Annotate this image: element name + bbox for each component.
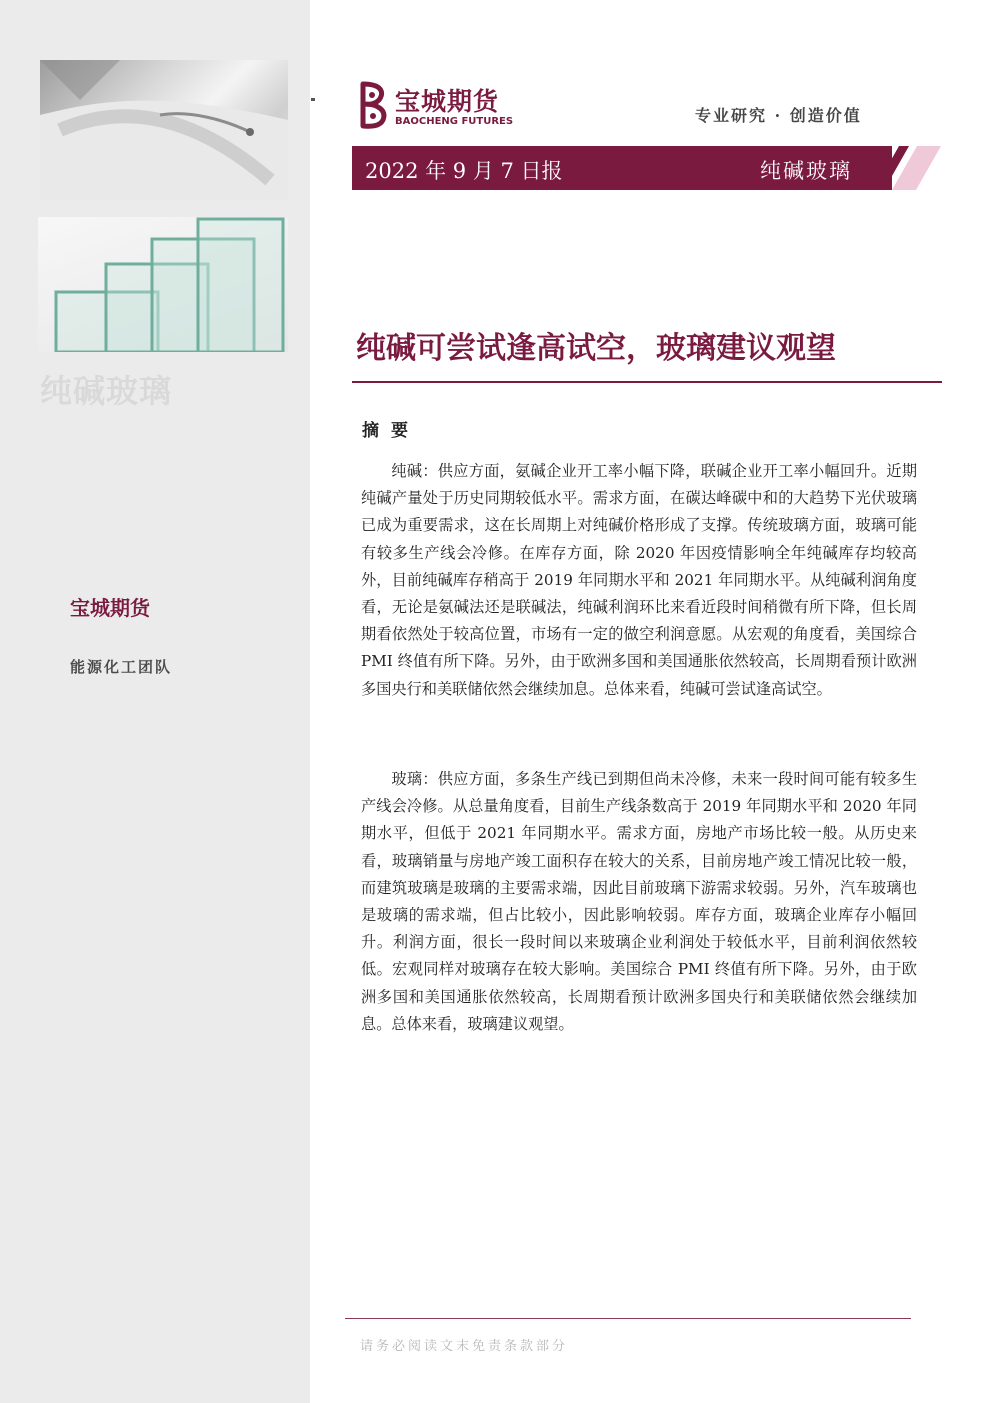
- company-logo: [357, 80, 527, 132]
- slogan: 专业研究 · 创造价值: [695, 106, 862, 125]
- cover-photo-glass-panes: [38, 217, 288, 352]
- sidebar-company: 宝城期货: [70, 596, 150, 620]
- abstract-paragraph-glass: 玻璃：供应方面，多条生产线已到期但尚未冷修，未来一段时间可能有较多生产线会冷修。从总量角度看，目前生产线条数高于 2019 年同期水平和 2020 年同期水平，但低于 2021 年同期水平。需求方面，房地产市场比较一般。从历史来看，玻璃销量与房地产竣工面积存在较大的关系，目前房地产竣工情况比较一般，而建筑玻璃是玻璃的主要需求端，因此目前玻璃下游需求较弱。另外，汽车玻璃也是玻璃的需求端，但占比较小，因此影响较弱。库存方面，玻璃企业库存小幅回升。利润方面，很长一段时间以来玻璃企业利润处于较低水平，目前利润依然较低。宏观同样对玻璃存在较大影响。美国综合 PMI 终值有所下降。另外，由于欧洲多国和美国通胀依然较高，长周期看预计欧洲多国央行和美联储依然会继续加息。总体来看，玻璃建议观望。: [361, 770, 917, 1033]
- baocheng-b-logo-icon: [357, 80, 391, 130]
- abstract-paragraph-soda-ash: 纯碱：供应方面，氨碱企业开工率小幅下降，联碱企业开工率小幅回升。近期纯碱产量处于历史同期较低水平。需求方面，在碳达峰碳中和的大趋势下光伏玻璃已成为重要需求，这在长周期上对纯碱价格形成了支撑。传统玻璃方面，玻璃可能有较多生产线会冷修。在库存方面，除 2020 年因疫情影响全年纯碱库存均较高外，目前纯碱库存稍高于 2019 年同期水平和 2021 年同期水平。从纯碱利润角度看，无论是氨碱法还是联碱法，纯碱利润环比来看近段时间稍微有所下降，但长周期看依然处于较高位置，市场有一定的做空利润意愿。从宏观的角度看，美国综合 PMI 终值有所下降。另外，由于欧洲多国和美国通胀依然较高，长周期看预计欧洲多国央行和美联储依然会继续加息。总体来看，纯碱可尝试逢高试空。: [361, 462, 917, 698]
- date-banner: [352, 146, 892, 190]
- cover-photo-soda-ash: [40, 60, 288, 200]
- banner-stripes-decoration: [855, 146, 945, 190]
- logo-text-cn: 宝城期货: [395, 87, 500, 116]
- disclaimer-note: 请务必阅读文末免责条款部分: [360, 1339, 569, 1354]
- sidebar: [0, 0, 310, 1403]
- logo-text-en: BAOCHENG FUTURES: [395, 116, 514, 127]
- sidebar-team: 能源化工团队: [70, 658, 173, 676]
- sidebar-title: 纯碱玻璃: [40, 372, 173, 410]
- header-tick: [311, 98, 315, 101]
- title-divider: [352, 381, 942, 383]
- footer-divider: [345, 1318, 911, 1319]
- abstract-heading: 摘要: [362, 421, 420, 441]
- report-date: 2022 年 9 月 7 日报: [365, 159, 563, 183]
- report-title: 纯碱可尝试逢高试空，玻璃建议观望: [356, 331, 836, 366]
- report-category: 纯碱玻璃: [760, 159, 852, 183]
